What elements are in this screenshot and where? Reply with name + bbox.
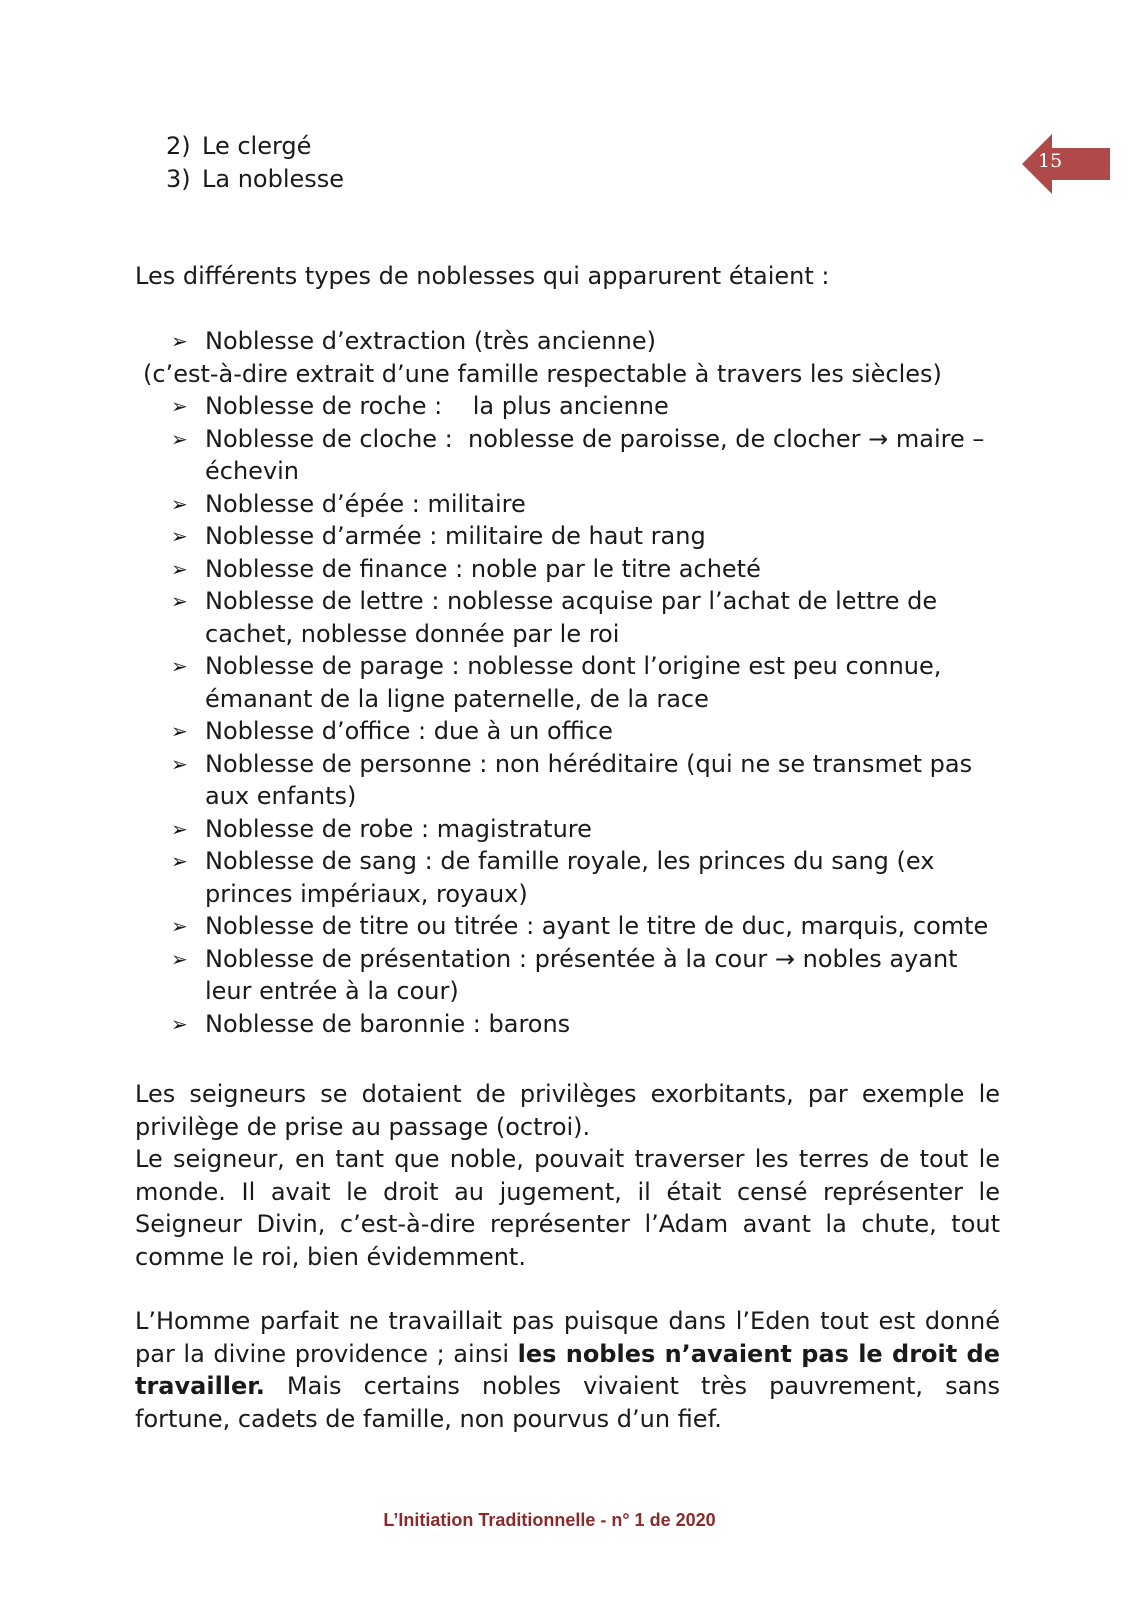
- numbered-item: [166, 163, 344, 196]
- list-item: [135, 943, 1005, 1008]
- list-item-text: Noblesse d’épée : militaire: [205, 489, 526, 518]
- list-item-text: Noblesse de robe : magistrature: [205, 814, 592, 843]
- list-item: [135, 845, 1005, 910]
- list-item: [135, 813, 1005, 846]
- arrow-bullet-icon: ➢: [171, 394, 188, 418]
- arrow-bullet-icon: ➢: [171, 329, 188, 353]
- paragraph-text: Le seigneur, en tant que noble, pouvait traverser les terres de tout le monde. Il avait le droit au jugement, il était censé représenter le Seigneur Divin, c’est-à-dire représenter l’Adam avant la chute, tout comme le roi, bien évidemment.: [135, 1145, 1000, 1271]
- paragraph-text: Les seigneurs se dotaient de privilèges exorbitants, par exemple le privilège de prise au passage (octroi).: [135, 1080, 1000, 1141]
- list-item: [135, 585, 1005, 650]
- list-item: [135, 553, 1005, 586]
- list-item-text: Noblesse de roche : la plus ancienne: [205, 392, 669, 420]
- paragraph-text-start: L’Homme parfait ne travaillait pas puisque dans l’Eden tout est donné par la divine providence ; ainsi: [135, 1307, 1000, 1368]
- list-item: [135, 650, 1005, 715]
- list-item-text: Noblesse de présentation : présentée à la cour → nobles ayant leur entrée à la cour): [205, 944, 958, 1005]
- arrow-bullet-icon: ➢: [171, 1011, 188, 1036]
- list-item: [135, 520, 1005, 553]
- arrow-bullet-icon: ➢: [171, 719, 188, 743]
- numbered-item: [166, 130, 344, 163]
- list-item: [135, 715, 1005, 748]
- list-item-text: Noblesse de lettre : noblesse acquise par l’achat de lettre de cachet, noblesse donnée par le roi: [205, 587, 938, 648]
- numbered-item-number: 2): [166, 132, 191, 160]
- paragraph-homme-parfait: [135, 1305, 1000, 1435]
- numbered-item-text: La noblesse: [202, 164, 345, 193]
- arrow-bullet-icon: ➢: [171, 946, 188, 971]
- arrow-bullet-icon: ➢: [171, 556, 188, 581]
- arrow-bullet-icon: ➢: [171, 589, 188, 613]
- list-item-text: Noblesse d’office : due à un office: [205, 717, 613, 745]
- list-note: (c’est-à-dire extrait d’une famille respectable à travers les siècles): [143, 359, 942, 388]
- arrow-bullet-icon: ➢: [171, 426, 188, 451]
- numbered-item-text: Le clergé: [202, 132, 312, 160]
- arrow-bullet-icon: ➢: [171, 524, 188, 548]
- list-item: [135, 910, 1005, 943]
- list-item-text: Noblesse de sang : de famille royale, les princes du sang (ex princes impériaux, royaux): [205, 847, 935, 908]
- list-item: [135, 423, 1005, 488]
- list-item-text: Noblesse de parage : noblesse dont l’origine est peu connue, émanant de la ligne paternelle, de la race: [205, 652, 942, 713]
- arrow-bullet-icon: ➢: [171, 654, 188, 678]
- list-item: [135, 325, 1005, 358]
- list-item-text: Noblesse de personne : non héréditaire (qui ne se transmet pas aux enfants): [205, 749, 973, 810]
- arrow-bullet-icon: ➢: [171, 849, 188, 873]
- list-item-text: Noblesse de cloche : noblesse de paroisse, de clocher → maire – échevin: [205, 424, 992, 485]
- list-item: [135, 488, 1005, 521]
- intro-text: Les différents types de noblesses qui apparurent étaient :: [135, 262, 830, 290]
- paragraph-text: [135, 1305, 1000, 1435]
- numbered-list: [166, 130, 344, 195]
- arrow-bullet-icon: ➢: [171, 816, 188, 841]
- arrow-bullet-icon: ➢: [171, 491, 188, 516]
- arrow-bullet-icon: ➢: [171, 751, 188, 776]
- paragraph-text-end: Mais certains nobles vivaient très pauvrement, sans fortune, cadets de famille, non pourvus d’un fief.: [135, 1372, 1000, 1433]
- list-item-text: Noblesse de finance : noble par le titre acheté: [205, 554, 761, 583]
- list-item-text: Noblesse de baronnie : barons: [205, 1009, 571, 1038]
- paragraph-text-bold: les nobles n’avaient pas le droit de travailler.: [135, 1339, 1000, 1400]
- page-number: 15: [1038, 150, 1063, 172]
- nobility-types-list: [135, 325, 1005, 1040]
- numbered-item-number: 3): [166, 164, 191, 193]
- arrow-bullet-icon: ➢: [171, 914, 188, 938]
- list-item-text: Noblesse de titre ou titrée : ayant le titre de duc, marquis, comte: [205, 912, 989, 940]
- paragraph-seigneurs: [135, 1078, 1000, 1273]
- footer-journal-title: L’Initiation Traditionnelle - n° 1 de 2020: [383, 1510, 716, 1530]
- list-item: [135, 390, 1005, 423]
- list-item-text: Noblesse d’extraction (très ancienne): [205, 327, 657, 355]
- list-item-text: Noblesse d’armée : militaire de haut rang: [205, 522, 706, 550]
- list-item: [135, 1008, 1005, 1041]
- list-item: [135, 748, 1005, 813]
